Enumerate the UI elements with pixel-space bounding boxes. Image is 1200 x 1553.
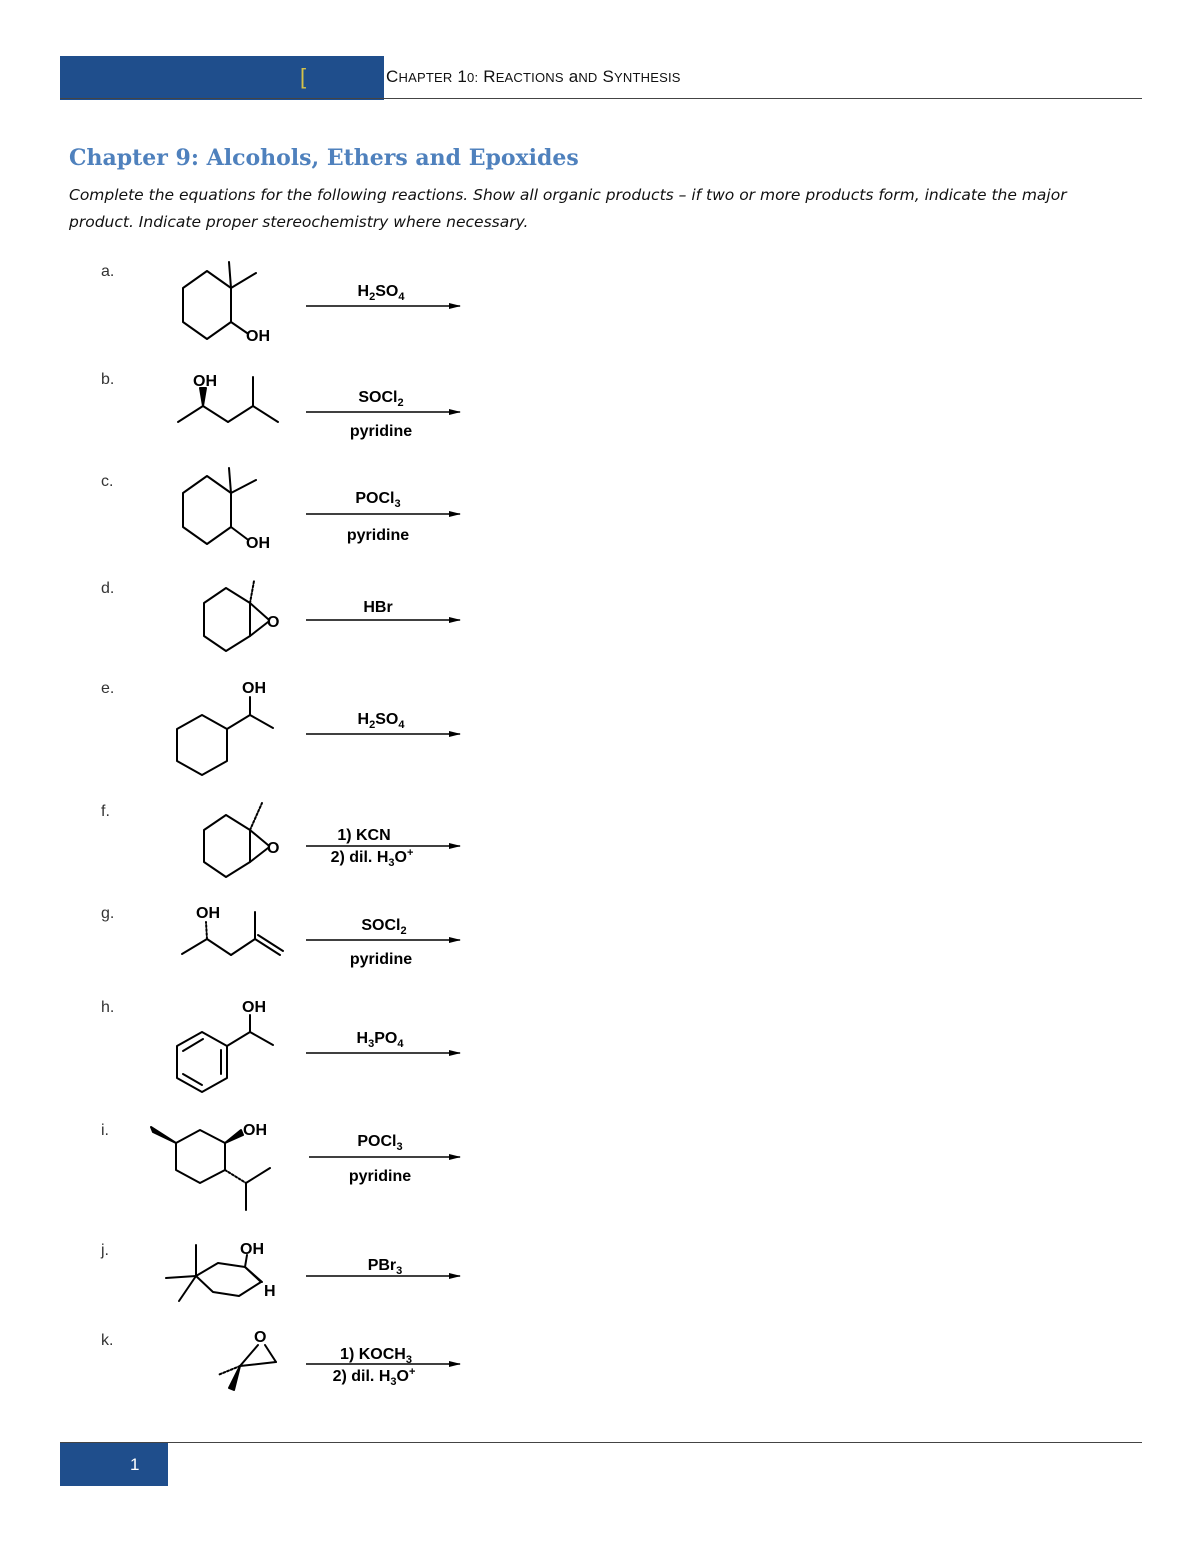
reagent-d-1: HBr: [363, 599, 393, 616]
reagent-j-1: PBr$_3$: [367, 1257, 403, 1277]
problem-label-g: g.: [101, 905, 115, 922]
reagent-a-1: $H_2SO_4$: [357, 283, 405, 303]
molecule-h: [177, 1015, 273, 1092]
atom-a-oh: OH: [246, 328, 270, 345]
problem-label-j: j.: [101, 1242, 109, 1259]
reagent-c-1: POCl$_3$: [355, 490, 401, 510]
atom-k-o: O: [254, 1329, 267, 1346]
problem-label-d: d.: [101, 580, 115, 597]
problem-label-h: h.: [101, 999, 115, 1016]
molecule-d: [204, 581, 268, 651]
atom-h-oh: OH: [242, 999, 266, 1016]
atom-g-oh: OH: [196, 905, 220, 922]
molecule-c: [183, 468, 256, 544]
reagent-i-2: pyridine: [348, 1168, 412, 1185]
reagent-f-2: 2) dil. $H_3O^+$: [330, 847, 414, 869]
reagent-e-1: $H_2SO_4$: [357, 711, 405, 731]
reagent-h-1: $H_3PO_4$: [356, 1030, 404, 1050]
molecule-e: [177, 697, 273, 775]
footer-rule: [60, 1442, 1142, 1443]
atom-i-oh: OH: [243, 1122, 267, 1139]
atom-j-h: H: [264, 1283, 276, 1300]
reagent-f-1: 1) KCN: [337, 827, 391, 844]
header-bracket: [: [300, 64, 307, 89]
molecule-k: [218, 1345, 276, 1390]
problem-label-i: i.: [101, 1122, 109, 1139]
instructions: Complete the equations for the following reactions. Show all organic products – if two or more products form, indicate the major product. Indicate proper stereochemistry where necessary.: [69, 186, 1067, 231]
page-number: 1: [130, 1455, 140, 1474]
atom-c-oh: OH: [246, 535, 270, 552]
page-title: Chapter 9: Alcohols, Ethers and Epoxides: [69, 145, 579, 171]
problem-label-b: b.: [101, 371, 115, 388]
reagent-b-2: pyridine: [349, 423, 413, 440]
reagent-c-2: pyridine: [346, 527, 410, 544]
molecule-i: [151, 1127, 270, 1210]
atom-e-oh: OH: [242, 680, 266, 697]
footer-bar: [60, 1443, 168, 1486]
reagent-g-1: SOCl$_2$: [361, 917, 407, 937]
molecule-f: [204, 803, 268, 877]
problem-label-k: k.: [101, 1332, 114, 1349]
atom-j-oh: OH: [240, 1241, 264, 1258]
reagent-g-2: pyridine: [349, 951, 413, 968]
problem-label-f: f.: [101, 803, 110, 820]
reagent-k-1: 1) $KOCH_3$: [340, 1346, 412, 1366]
problem-label-e: e.: [101, 680, 115, 697]
problem-label-c: c.: [101, 473, 114, 490]
reagent-k-2: 2) dil. $H_3O^+$: [332, 1366, 416, 1388]
atom-b-oh: OH: [193, 373, 217, 390]
header-chapter-title: CHAPTER 10: REACTIONS aND SYNTHESIS: [386, 67, 681, 86]
atom-d-o: O: [267, 614, 280, 631]
reagent-b-1: SOCl$_2$: [358, 389, 404, 409]
problem-label-a: a.: [101, 263, 115, 280]
reagent-i-1: POCl$_3$: [357, 1133, 403, 1153]
atom-f-o: O: [267, 840, 280, 857]
